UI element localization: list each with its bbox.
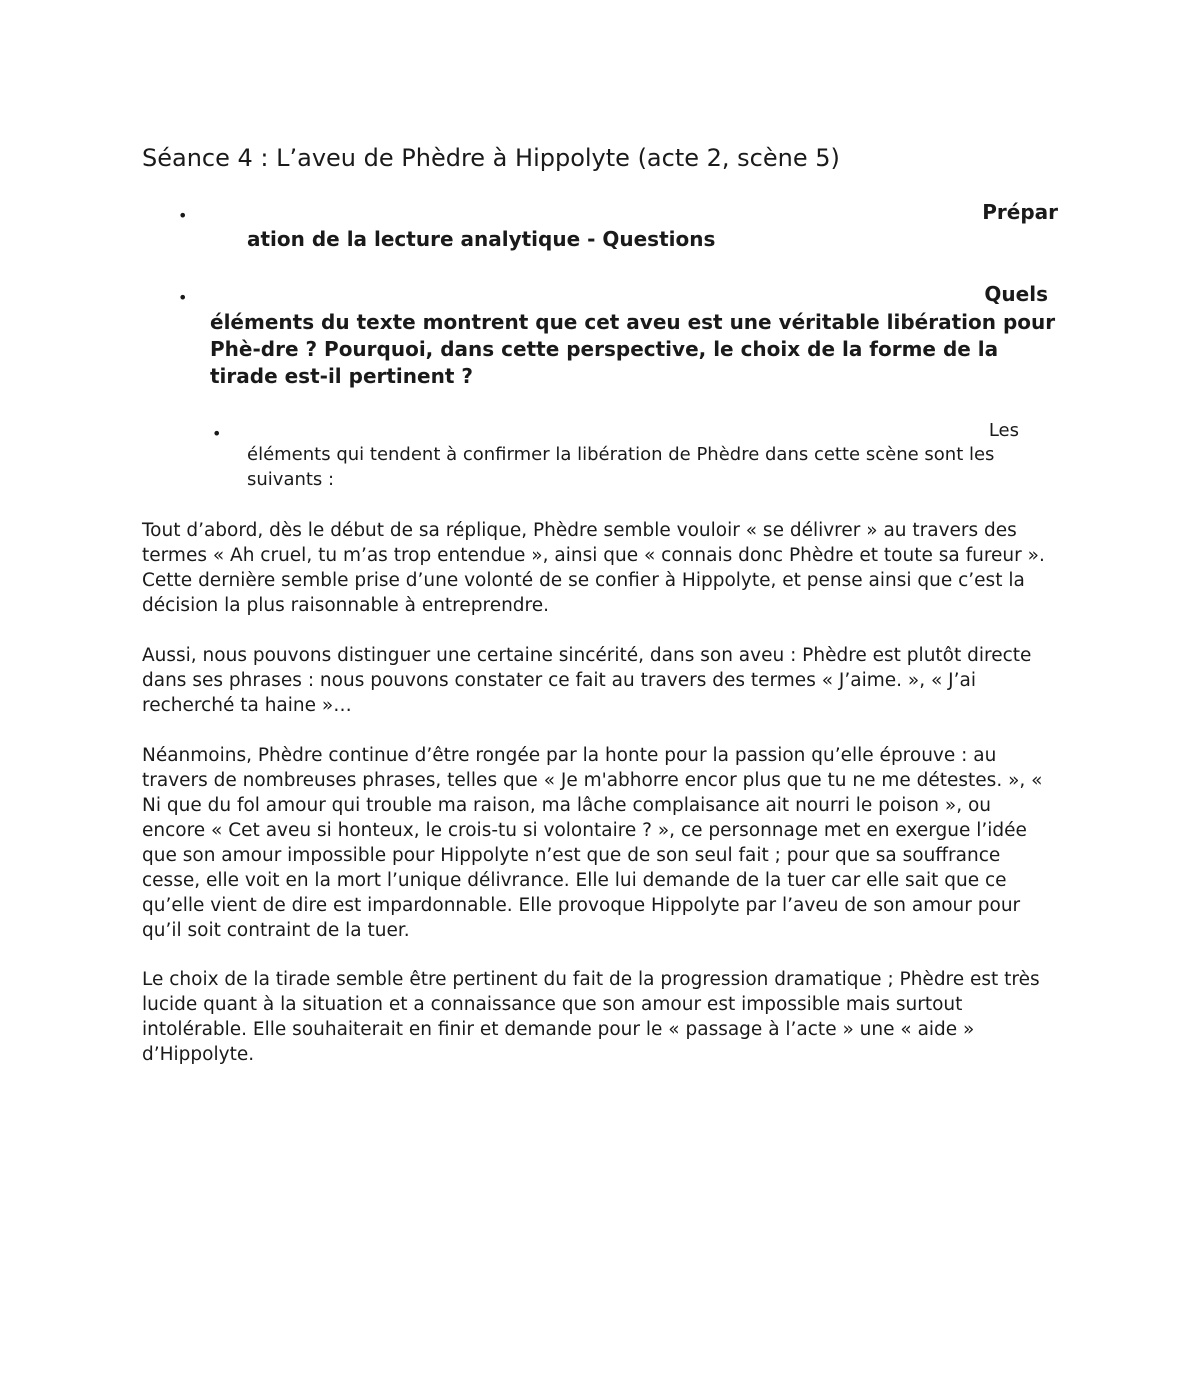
question-text: éléments du texte montrent que cet aveu est une véritable libération pour Phè-dre ? Pourquoi, dans cette perspective, le choix de la forme de la tirade est-il pertinent ? xyxy=(210,310,1056,388)
body-paragraph: Aussi, nous pouvons distinguer une certaine sincérité, dans son aveu : Phèdre est plutôt directe dans ses phrases : nous pouvons constater ce fait au travers des termes « J’aime. », « J’ai recherché ta haine »… xyxy=(142,645,1032,716)
page-title: Séance 4 : L’aveu de Phèdre à Hippolyte (acte 2, scène 5) xyxy=(142,144,840,172)
body-paragraph: Le choix de la tirade semble être pertinent du fait de la progression dramatique ; Phèdre est très lucide quant à la situation et a connaissance que son amour est impossible mais surtout intolérable. Elle souhaiterait en finir et demande pour le « passage à l’acte » une « aide » d’Hippolyte. xyxy=(142,969,1040,1065)
list-bullet: • xyxy=(178,206,188,225)
question-lead-text: Prépar xyxy=(982,200,1058,224)
answer-intro: éléments qui tendent à confirmer la libération de Phèdre dans cette scène sont les suivants : xyxy=(247,444,995,490)
question-lead-text: Quels xyxy=(984,282,1048,306)
question-heading: ation de la lecture analytique - Questions xyxy=(247,227,716,251)
list-bullet: • xyxy=(178,288,188,307)
answer-lead-text: Les xyxy=(988,420,1019,441)
body-paragraph: Tout d’abord, dès le début de sa réplique, Phèdre semble vouloir « se délivrer » au travers des termes « Ah cruel, tu m’as trop entendue », ainsi que « connais donc Phèdre et toute sa fureur ». Cette dernière semble prise d’une volonté de se confier à Hippolyte, et pense ainsi que c’est la décision la plus raisonnable à entreprendre. xyxy=(142,520,1045,616)
list-bullet: • xyxy=(212,424,222,443)
body-paragraph: Néanmoins, Phèdre continue d’être rongée par la honte pour la passion qu’elle éprouve : au travers de nombreuses phrases, telles que « Je m'abhorre encor plus que tu ne me détestes. », « Ni que du fol amour qui trouble ma raison, ma lâche complaisance ait nourri le poison », ou encore « Cet aveu si honteux, le crois-tu si volontaire ? », ce personnage met en exergue l’idée que son amour impossible pour Hippolyte n’est que de son seul fait ; pour que sa souffrance cesse, elle voit en la mort l’unique délivrance. Elle lui demande de la tuer car elle sait que ce qu’elle vient de dire est impardonnable. Elle provoque Hippolyte par l’aveu de son amour pour qu’il soit contraint de la tuer. xyxy=(142,745,1043,941)
